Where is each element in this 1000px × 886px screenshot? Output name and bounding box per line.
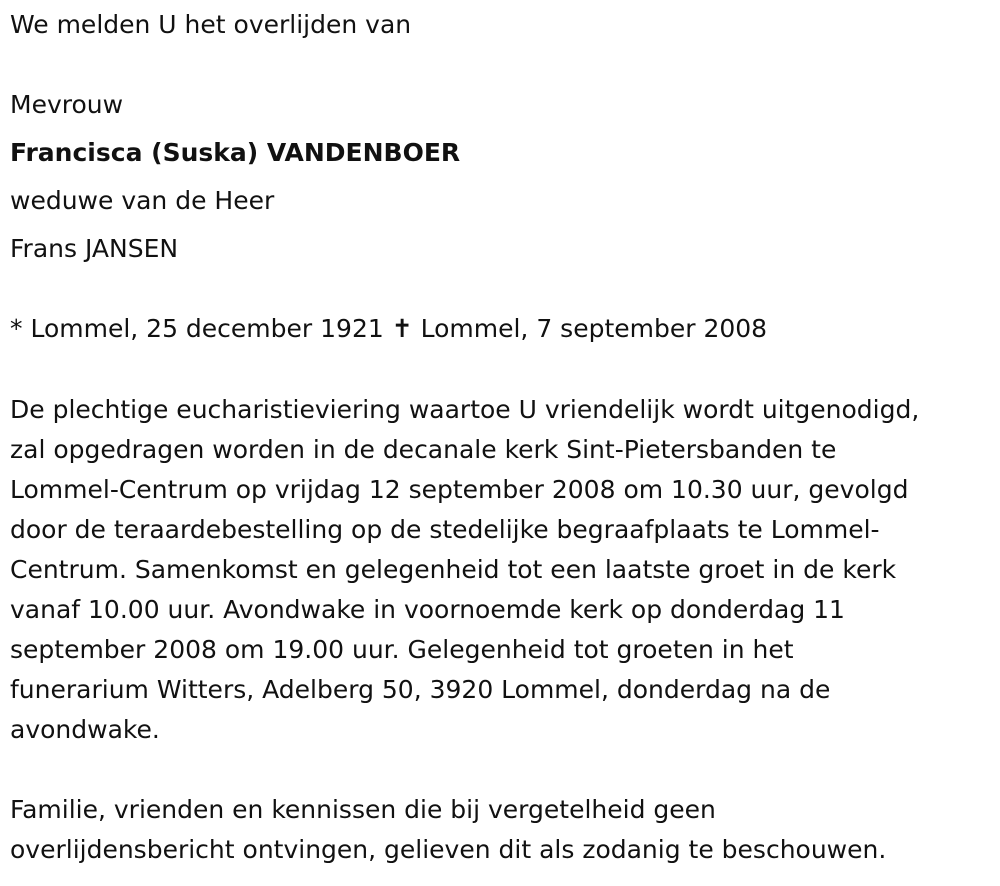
ceremony-line: Lommel-Centrum op vrijdag 12 september 2008 om 10.30 uur, gevolgd (10, 475, 909, 504)
intro-text: We melden U het overlijden van (10, 10, 412, 39)
ceremony-line: zal opgedragen worden in de decanale kerk Sint-Pietersbanden te (10, 435, 837, 464)
ceremony-line: funerarium Witters, Adelberg 50, 3920 Lommel, donderdag na de (10, 675, 831, 704)
ceremony-line: door de teraardebestelling op de stedelijke begraafplaats te Lommel- (10, 515, 880, 544)
ceremony-line: Centrum. Samenkomst en gelegenheid tot een laatste groet in de kerk (10, 555, 897, 584)
ceremony-line: vanaf 10.00 uur. Avondwake in voornoemde kerk op donderdag 11 (10, 595, 845, 624)
ceremony-line: avondwake. (10, 715, 160, 744)
relation-text: weduwe van de Heer (10, 186, 275, 215)
cross-icon: ✝ (391, 314, 413, 343)
deceased-name: Francisca (Suska) VANDENBOER (10, 138, 461, 167)
death-date: Lommel, 7 september 2008 (420, 314, 768, 343)
ceremony-line: De plechtige eucharistieviering waartoe U vriendelijk wordt uitgenodigd, (10, 395, 920, 424)
closing-line: overlijdensbericht ontvingen, gelieven dit als zodanig te beschouwen. (10, 835, 887, 864)
spouse-name: Frans JANSEN (10, 234, 179, 263)
closing-line: Familie, vrienden en kennissen die bij vergetelheid geen (10, 795, 716, 824)
closing-paragraph (10, 790, 995, 870)
birth-marker: * (10, 314, 23, 343)
ceremony-line: september 2008 om 19.00 uur. Gelegenheid tot groeten in het (10, 635, 794, 664)
ceremony-paragraph (10, 390, 995, 750)
salutation: Mevrouw (10, 90, 124, 119)
dates-line (10, 314, 767, 344)
birth-date: Lommel, 25 december 1921 (30, 314, 384, 343)
